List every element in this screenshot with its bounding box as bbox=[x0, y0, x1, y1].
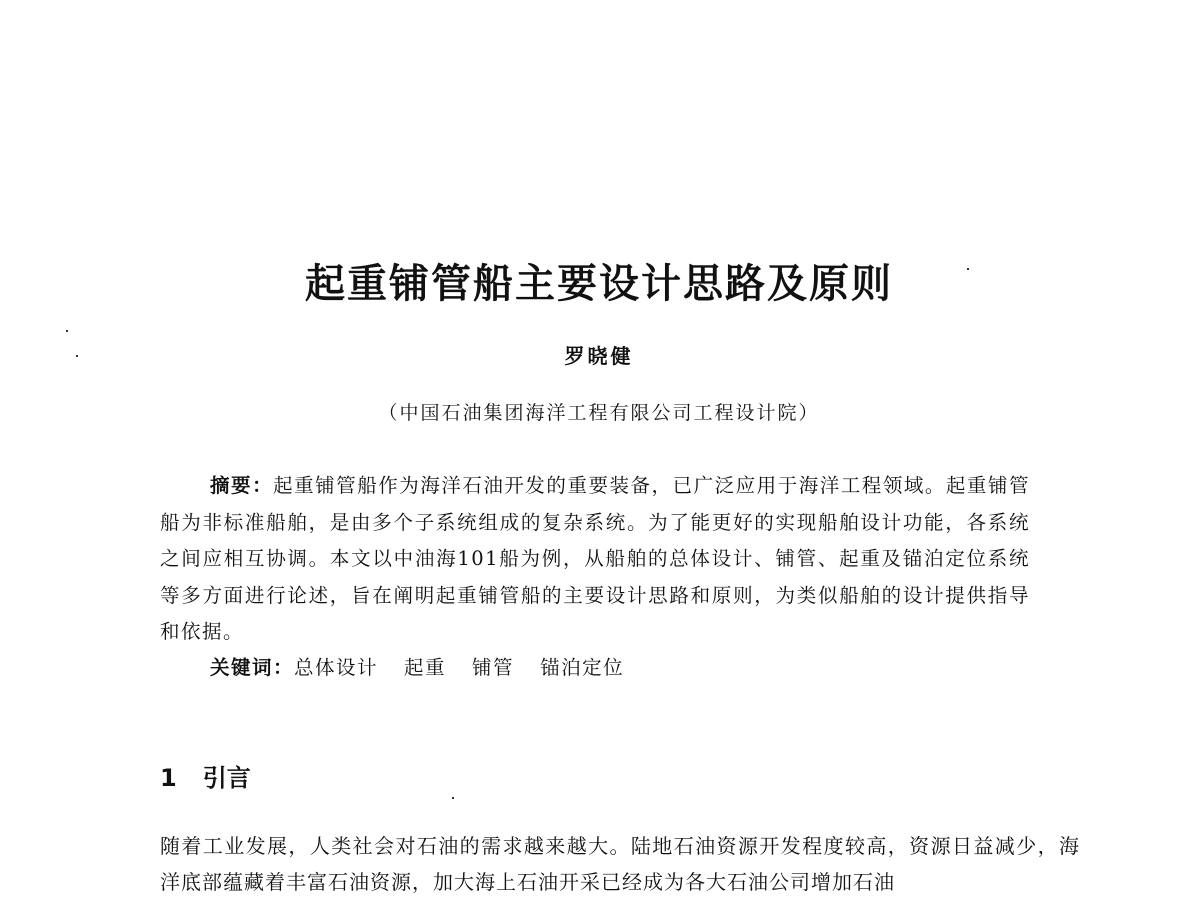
scan-speck bbox=[76, 355, 78, 357]
abstract bbox=[160, 468, 1030, 651]
keyword-item: 铺管 bbox=[472, 656, 515, 679]
keyword-item: 总体设计 bbox=[294, 656, 379, 679]
paper-title: 起重铺管船主要设计思路及原则 bbox=[305, 261, 893, 307]
body-paragraph: 随着工业发展，人类社会对石油的需求越来越大。陆地石油资源开发程度较高，资源日益减少，海洋底部蕴藏着丰富石油资源，加大海上石油开采已经成为各大石油公司增加石油 bbox=[160, 834, 1080, 894]
author-affiliation: （中国石油集团海洋工程有限公司工程设计院） bbox=[378, 402, 820, 424]
keyword-item: 起重 bbox=[404, 656, 447, 679]
keywords-label: 关键词： bbox=[210, 656, 295, 679]
scan-speck bbox=[452, 797, 454, 799]
section-title: 引言 bbox=[202, 764, 251, 792]
abstract-text: 起重铺管船作为海洋石油开发的重要装备，已广泛应用于海洋工程领域。起重铺管船为非标准船舶，是由多个子系统组成的复杂系统。为了能更好的实现船舶设计功能，各系统之间应相互协调。本文以中油海101船为例，从船舶的总体设计、铺管、起重及锚泊定位系统等多方面进行论述，旨在阐明起重铺管船的主要设计思路和原则，为类似船舶的设计提供指导和依据。 bbox=[160, 474, 1030, 643]
keyword-item: 锚泊定位 bbox=[540, 656, 625, 679]
scan-speck bbox=[967, 268, 969, 270]
scan-speck bbox=[66, 330, 68, 332]
section-number: 1 bbox=[160, 764, 177, 792]
abstract-label: 摘要： bbox=[210, 474, 274, 497]
author-name: 罗晓健 bbox=[564, 344, 634, 368]
section-heading bbox=[160, 758, 251, 793]
keywords bbox=[210, 650, 650, 686]
